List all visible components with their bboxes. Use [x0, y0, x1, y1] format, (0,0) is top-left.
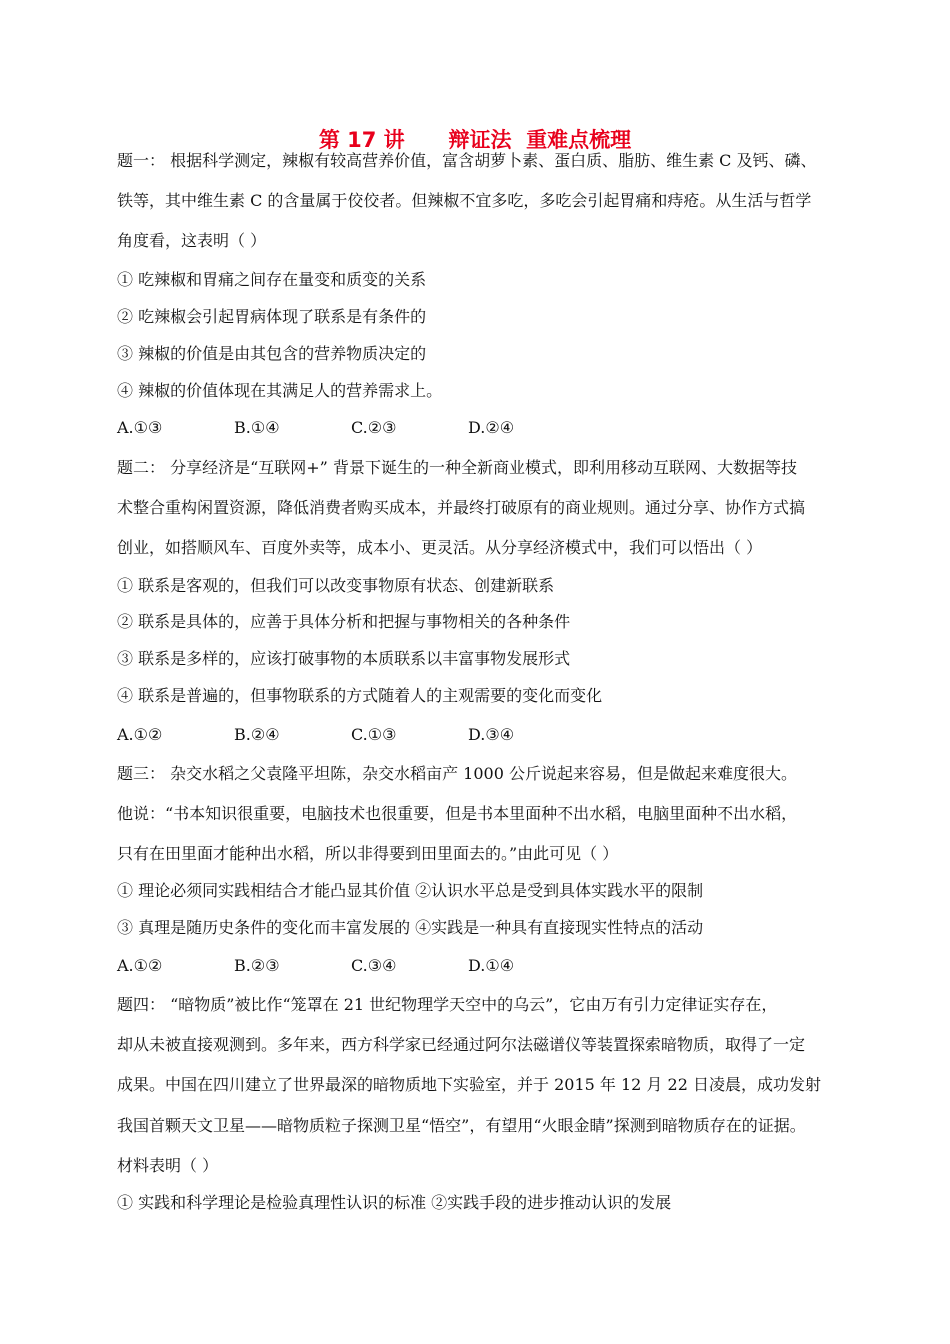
q4-line-2: 却从未被直接观测到。多年来，西方科学家已经通过阿尔法磁谱仪等装置探索暗物质，取得了一定 — [117, 1035, 806, 1054]
q2-choice-b: B.②④ — [234, 725, 280, 744]
page-title: 第 17 讲 辩证法 重难点梳理 — [318, 128, 632, 152]
q2-option-1: ① 联系是客观的，但我们可以改变事物原有状态、创建新联系 — [117, 576, 555, 595]
q1-choice-d: D.②④ — [468, 418, 515, 437]
q1-line-2: 铁等，其中维生素 C 的含量属于佼佼者。但辣椒不宜多吃，多吃会引起胃痛和痔疮。从生活与哲学 — [117, 191, 812, 210]
q1-choice-b: B.①④ — [234, 418, 280, 437]
q3-choice-b: B.②③ — [234, 956, 280, 975]
q3-line-3: 只有在田里面才能种出水稻，所以非得要到田里面去的。”由此可见（ ） — [117, 844, 619, 863]
q3-line-2: 他说：“书本知识很重要，电脑技术也很重要，但是书本里面种不出水稻，电脑里面种不出水稻， — [117, 804, 798, 823]
q1-choice-c: C.②③ — [351, 418, 397, 437]
q3-options-1: ① 理论必须同实践相结合才能凸显其价值 ②认识水平总是受到具体实践水平的限制 — [117, 881, 704, 900]
q1-choices — [117, 418, 585, 438]
q1-option-1: ① 吃辣椒和胃痛之间存在量变和质变的关系 — [117, 270, 427, 289]
q4-line-4: 我国首颗天文卫星——暗物质粒子探测卫星“悟空”，有望用“火眼金睛”探测到暗物质存在的证据。 — [117, 1116, 806, 1135]
q2-line-3: 创业，如搭顺风车、百度外卖等，成本小、更灵活。从分享经济模式中，我们可以悟出（ ） — [117, 538, 763, 557]
q2-choice-a: A.①② — [117, 725, 163, 744]
q1-choice-a: A.①③ — [117, 418, 163, 437]
q1-option-2: ② 吃辣椒会引起胃病体现了联系是有条件的 — [117, 307, 427, 326]
q4-line-3: 成果。中国在四川建立了世界最深的暗物质地下实验室，并于 2015 年 12 月 22 日凌晨，成功发射 — [117, 1075, 821, 1094]
q3-choice-c: C.③④ — [351, 956, 397, 975]
q2-choice-c: C.①③ — [351, 725, 397, 744]
q1-option-4: ④ 辣椒的价值体现在其满足人的营养需求上。 — [117, 381, 443, 400]
q2-option-3: ③ 联系是多样的，应该打破事物的本质联系以丰富事物发展形式 — [117, 649, 571, 668]
q4-options-1: ① 实践和科学理论是检验真理性认识的标准 ②实践手段的进步推动认识的发展 — [117, 1193, 672, 1212]
q2-choice-d: D.③④ — [468, 725, 515, 744]
q3-options-2: ③ 真理是随历史条件的变化而丰富发展的 ④实践是一种具有直接现实性特点的活动 — [117, 918, 704, 937]
q2-line-1: 题二： 分享经济是“互联网+” 背景下诞生的一种全新商业模式，即利用移动互联网、大数据等技 — [117, 458, 797, 477]
q2-option-2: ② 联系是具体的，应善于具体分析和把握与事物相关的各种条件 — [117, 612, 571, 631]
q2-choices — [117, 725, 585, 745]
q2-option-4: ④ 联系是普遍的，但事物联系的方式随着人的主观需要的变化而变化 — [117, 686, 603, 705]
q2-line-2: 术整合重构闲置资源，降低消费者购买成本，并最终打破原有的商业规则。通过分享、协作方式搞 — [117, 498, 806, 517]
q3-choice-a: A.①② — [117, 956, 163, 975]
q3-choice-d: D.①④ — [468, 956, 515, 975]
q3-choices — [117, 956, 585, 976]
q1-line-3: 角度看，这表明（ ） — [117, 231, 267, 250]
q1-option-3: ③ 辣椒的价值是由其包含的营养物质决定的 — [117, 344, 427, 363]
q4-line-1: 题四： “暗物质”被比作“笼罩在 21 世纪物理学天空中的乌云”，它由万有引力定律证实存在， — [117, 995, 778, 1014]
q4-line-5: 材料表明（ ） — [117, 1156, 219, 1175]
q1-line-1: 题一： 根据科学测定，辣椒有较高营养价值，富含胡萝卜素、蛋白质、脂肪、维生素 C 及钙、磷、 — [117, 151, 817, 170]
q3-line-1: 题三： 杂交水稻之父袁隆平坦陈，杂交水稻亩产 1000 公斤说起来容易，但是做起来难度很大。 — [117, 764, 797, 783]
